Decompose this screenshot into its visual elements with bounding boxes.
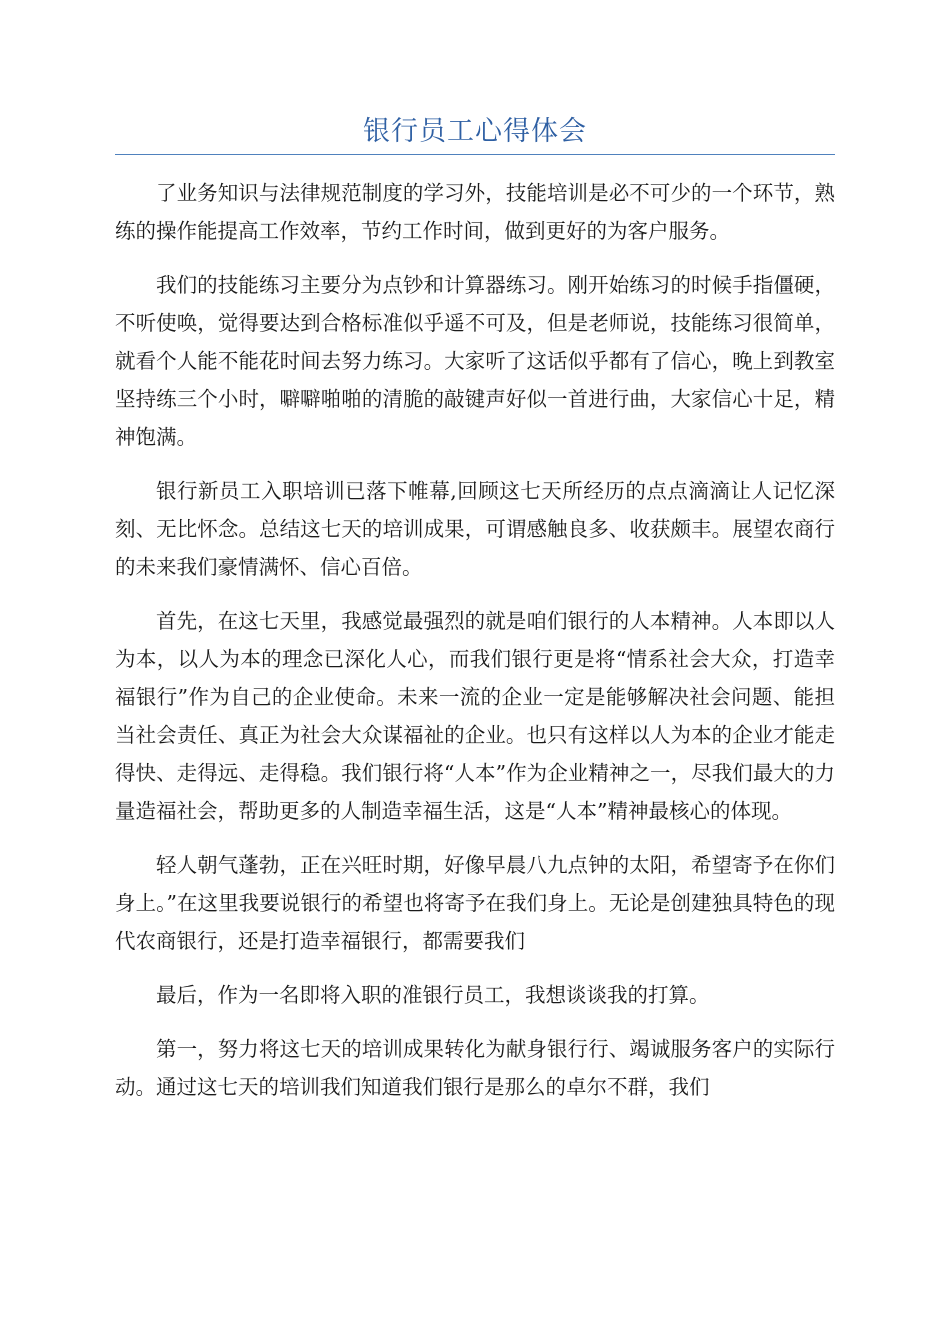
- paragraph-6: 最后，作为一名即将入职的准银行员工，我想谈谈我的打算。: [156, 983, 710, 1007]
- paragraph-2: 我们的技能练习主要分为点钞和计算器练习。刚开始练习的时候手指僵硬，不听使唤，觉得要达到合格标准似乎遥不可及，但是老师说，技能练习很简单，就看个人能不能花时间去努力练习。大家听了这话似乎都有了信心，晚上到教室坚持练三个小时，噼噼啪啪的清脆的敲键声好似一首进行曲，大家信心十足，精神饱满。: [115, 273, 835, 449]
- paragraph-5: 轻人朝气蓬勃，正在兴旺时期，好像早晨八九点钟的太阳，希望寄予在你们身上。”在这里我要说银行的希望也将寄予在我们身上。无论是创建独具特色的现代农商银行，还是打造幸福银行，都需要我们: [115, 853, 835, 953]
- document-body: [115, 174, 835, 1122]
- paragraph-1: 了业务知识与法律规范制度的学习外，技能培训是必不可少的一个环节，熟练的操作能提高工作效率，节约工作时间，做到更好的为客户服务。: [115, 181, 835, 243]
- paragraph-4: 首先，在这七天里，我感觉最强烈的就是咱们银行的人本精神。人本即以人为本，以人为本的理念已深化人心，而我们银行更是将“情系社会大众，打造幸福银行”作为自己的企业使命。未来一流的企业一定是能够解决社会问题、能担当社会责任、真正为社会大众谋福祉的企业。也只有这样以人为本的企业才能走得快、走得远、走得稳。我们银行将“人本”作为企业精神之一，尽我们最大的力量造福社会，帮助更多的人制造幸福生活，这是“人本”精神最核心的体现。: [115, 609, 835, 823]
- title-underline: [115, 154, 835, 155]
- document-title: 银行员工心得体会: [363, 116, 587, 147]
- paragraph-3: 银行新员工入职培训已落下帷幕,回顾这七天所经历的点点滴滴让人记忆深刻、无比怀念。总结这七天的培训成果，可谓感触良多、收获颇丰。展望农商行的未来我们豪情满怀、信心百倍。: [115, 479, 835, 579]
- paragraph-7: 第一，努力将这七天的培训成果转化为献身银行行、竭诚服务客户的实际行动。通过这七天的培训我们知道我们银行是那么的卓尔不群，我们: [115, 1037, 835, 1099]
